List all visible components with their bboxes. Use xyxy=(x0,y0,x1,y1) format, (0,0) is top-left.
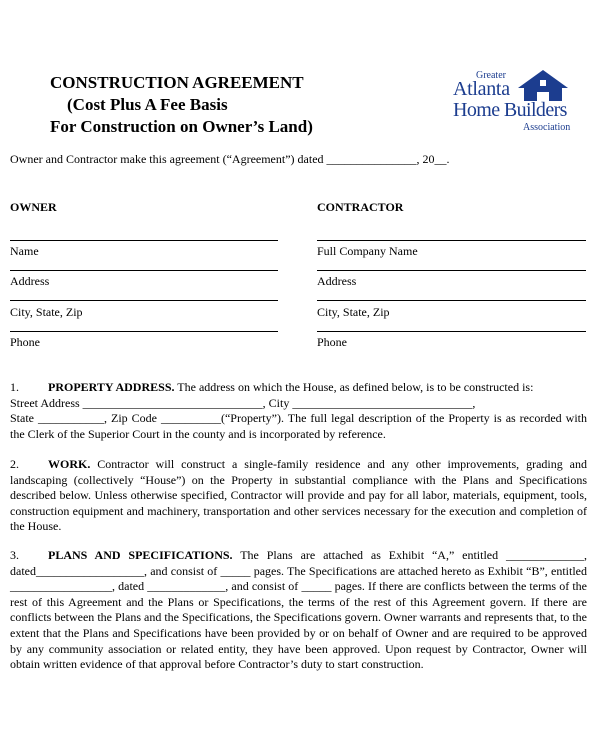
agreement-intro: Owner and Contractor make this agreement (“Agreement”) dated _______________, 20__. xyxy=(10,152,450,166)
section-1-lead: The address on which the House, as defined below, is to be constructed is: xyxy=(177,380,534,394)
contractor-phone-line[interactable] xyxy=(317,331,586,332)
owner-address-label: Address xyxy=(10,274,50,288)
owner-city-line[interactable] xyxy=(10,300,278,301)
section-1-heading: PROPERTY ADDRESS. xyxy=(48,380,175,394)
house-icon xyxy=(516,68,570,102)
contractor-address-line[interactable] xyxy=(317,270,586,271)
section-3-number: 3. xyxy=(10,548,19,562)
title-line-1: CONSTRUCTION AGREEMENT xyxy=(50,73,304,92)
owner-city-label: City, State, Zip xyxy=(10,305,83,319)
logo-home-builders-text: Home Builders xyxy=(453,99,567,121)
owner-phone-line[interactable] xyxy=(10,331,278,332)
owner-heading: OWNER xyxy=(10,200,57,214)
atlanta-home-builders-logo xyxy=(452,68,577,138)
section-3-heading: PLANS AND SPECIFICATIONS. xyxy=(48,548,233,562)
title-line-2: (Cost Plus A Fee Basis xyxy=(67,95,228,114)
section-2-number: 2. xyxy=(10,457,19,471)
contractor-city-label: City, State, Zip xyxy=(317,305,390,319)
section-work xyxy=(10,457,587,535)
logo-atlanta-text: Atlanta xyxy=(453,78,510,100)
owner-address-line[interactable] xyxy=(10,270,278,271)
logo-association-text: Association xyxy=(523,122,571,133)
contractor-heading: CONTRACTOR xyxy=(317,200,404,214)
owner-phone-label: Phone xyxy=(10,335,40,349)
section-property-address xyxy=(10,380,587,442)
section-3-body: The Plans are attached as Exhibit “A,” entitled _____________, dated__________________, and consist of _____ pages. The Specifications are attached hereto as Exhibit “B”, entitled _________________, dated _____________, and consist of _____ pages. If there are conflicts between the terms of the rest of this Agreement and the Plans or Specifications, the terms of the rest of this Agreement govern. If there are conflicts between the Plans and the Specifications, the Specifications govern. Owner warrants and represents that, to the extent that the Plans and Specifications have been provided by or on behalf of Owner and are required to be approved by any community association or related entity, they have been approved. Upon request by Contractor, Owner will obtain written evidence of that approval before Contractor’s duty to start construction. xyxy=(10,548,587,672)
contractor-phone-label: Phone xyxy=(317,335,347,349)
contractor-city-line[interactable] xyxy=(317,300,586,301)
document-title xyxy=(50,72,313,138)
contractor-name-label: Full Company Name xyxy=(317,244,418,258)
owner-name-line[interactable] xyxy=(10,240,278,241)
section-1-body: State ___________, Zip Code __________(“Property”). The full legal description of the Property is as recorded with the Clerk of the Superior Court in the county and is incorporated by reference. xyxy=(10,411,587,441)
title-line-3: For Construction on Owner’s Land) xyxy=(50,117,313,136)
contractor-address-label: Address xyxy=(317,274,357,288)
section-1-number: 1. xyxy=(10,380,19,394)
logo-greater-text: Greater xyxy=(476,70,506,81)
section-plans-specifications xyxy=(10,548,587,673)
owner-name-label: Name xyxy=(10,244,39,258)
contractor-name-line[interactable] xyxy=(317,240,586,241)
section-2-body: Contractor will construct a single-family residence and any other improvements, grading and landscaping (collectively “House”) on the Property in substantial compliance with the Plans and Specifications described below. Unless otherwise specified, Contractor will provide and pay for all labor, materials, equipment, tools, construction equipment and machinery, transportation and other services necessary for the execution and completion of the House. xyxy=(10,457,588,534)
section-2-heading: WORK. xyxy=(48,457,91,471)
section-1-street-line: Street Address ______________________________, City ______________________________, xyxy=(10,395,476,410)
